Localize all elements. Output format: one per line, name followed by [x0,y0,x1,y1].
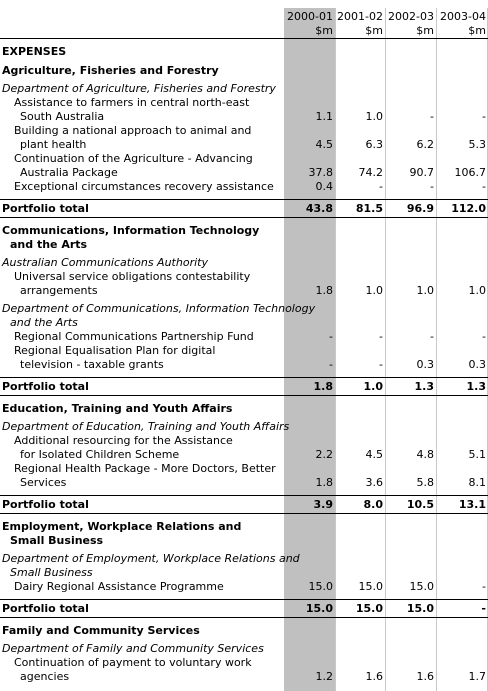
total-rule [0,377,488,378]
total-rule [0,395,488,396]
department-row [0,316,488,330]
table-row [0,670,488,684]
row-label: agencies [20,670,70,683]
row-label: Department of Education, Training and Youth Affairs [2,420,290,433]
cell-value: 1.0 [365,284,383,297]
row-label: television - taxable grants [20,358,164,371]
cell-value: - [482,330,486,343]
cell-value: 37.8 [308,166,333,179]
department-row [0,642,488,656]
portfolio-total-row [0,202,488,216]
cell-value: 1.8 [313,380,333,393]
section-heading-row [0,624,488,638]
table-row [0,330,488,344]
row-label: Australia Package [20,166,118,179]
section-heading-row [0,64,488,78]
row-label: Department of Employment, Workplace Relations and [2,552,300,565]
row-label: Dairy Regional Assistance Programme [14,580,224,593]
cell-value: 106.7 [454,166,486,179]
table-row [0,476,488,490]
cell-value: 1.0 [416,284,434,297]
row-label: Department of Agriculture, Fisheries and Forestry [2,82,276,95]
cell-value: 15.0 [308,580,333,593]
table-row [0,344,488,358]
row-label: Continuation of payment to voluntary work [14,656,252,669]
cell-value: - [329,330,333,343]
cell-value: 112.0 [451,202,486,215]
row-label: Employment, Workplace Relations and [2,520,242,533]
table-row [0,124,488,138]
row-label: Family and Community Services [2,624,200,637]
cell-value: 4.5 [365,448,383,461]
section-heading-row [0,520,488,534]
cell-value: 1.6 [365,670,383,683]
column-year: 2000-01 [287,10,333,23]
row-label: South Australia [20,110,105,123]
table-row [0,358,488,372]
table-row [0,166,488,180]
cell-value: 43.8 [305,202,333,215]
row-label: plant health [20,138,87,151]
section-heading-row [0,534,488,548]
column-unit: $m [416,24,434,37]
row-label: Additional resourcing for the Assistance [14,434,233,447]
cell-value: 0.3 [416,358,434,371]
cell-value: 15.0 [409,580,434,593]
column-unit: $m [315,24,333,37]
cell-value: 1.2 [315,670,333,683]
row-label: Small Business [10,566,93,579]
cell-value: 15.0 [305,602,333,615]
cell-value: 13.1 [458,498,486,511]
cell-value: 96.9 [406,202,434,215]
row-label: and the Arts [10,316,78,329]
table-row [0,270,488,284]
section-heading-row [0,402,488,416]
table-row [0,656,488,670]
cell-value: 5.3 [468,138,486,151]
row-label: and the Arts [10,238,88,251]
row-label: Department of Family and Community Services [2,642,264,655]
row-label: Portfolio total [2,202,89,215]
table-row [0,448,488,462]
cell-value: 1.7 [468,670,486,683]
table-row [0,96,488,110]
cell-value: 15.0 [358,580,383,593]
table-row [0,152,488,166]
row-label: arrangements [20,284,98,297]
header-rule [0,38,488,39]
row-label: for Isolated Children Scheme [20,448,180,461]
cell-value: 3.9 [313,498,333,511]
total-rule [0,513,488,514]
row-label: Regional Equalisation Plan for digital [14,344,216,357]
table-row [0,462,488,476]
cell-value: - [482,110,486,123]
portfolio-total-row [0,498,488,512]
total-rule [0,617,488,618]
table-row [0,284,488,298]
row-label: Portfolio total [2,380,89,393]
cell-value: 1.8 [315,476,333,489]
cell-value: - [379,330,383,343]
cell-value: 81.5 [355,202,383,215]
cell-value: 5.1 [468,448,486,461]
department-row [0,256,488,270]
cell-value: - [481,602,486,615]
header-unit-row [0,24,488,38]
row-label: Portfolio total [2,602,89,615]
portfolio-total-row [0,602,488,616]
row-label: Communications, Information Technology [2,224,260,237]
row-label: Education, Training and Youth Affairs [2,402,233,415]
total-rule [0,495,488,496]
cell-value: 1.3 [414,380,434,393]
cell-value: 74.2 [358,166,383,179]
cell-value: - [482,580,486,593]
cell-value: - [379,358,383,371]
row-label: Continuation of the Agriculture - Advancing [14,152,253,165]
cell-value: 0.3 [468,358,486,371]
table-row [0,180,488,194]
table-row [0,138,488,152]
section-heading-row [0,238,488,252]
department-row [0,566,488,580]
row-label: Agriculture, Fisheries and Forestry [2,64,219,77]
cell-value: 4.5 [315,138,333,151]
cell-value: - [329,358,333,371]
section-heading-row [0,224,488,238]
row-label: Exceptional circumstances recovery assistance [14,180,274,193]
cell-value: 10.5 [406,498,434,511]
cell-value: 6.3 [365,138,383,151]
table-row [0,434,488,448]
total-rule [0,599,488,600]
cell-value: 6.2 [416,138,434,151]
department-row [0,302,488,316]
row-label: Portfolio total [2,498,89,511]
row-label: Services [20,476,67,489]
column-year: 2002-03 [388,10,434,23]
cell-value: 1.1 [315,110,333,123]
row-label: Australian Communications Authority [2,256,208,269]
cell-value: 2.2 [315,448,333,461]
cell-value: 5.8 [416,476,434,489]
cell-value: 8.1 [468,476,486,489]
cell-value: 90.7 [409,166,434,179]
row-label: Universal service obligations contestability [14,270,251,283]
section-heading-row [0,45,488,59]
column-year: 2001-02 [337,10,383,23]
cell-value: 1.0 [468,284,486,297]
cell-value: 15.0 [406,602,434,615]
department-row [0,82,488,96]
cell-value: 15.0 [355,602,383,615]
column-year: 2003-04 [440,10,486,23]
column-unit: $m [468,24,486,37]
header-year-row [0,10,488,24]
cell-value: - [430,330,434,343]
department-row [0,552,488,566]
row-label: Assistance to farmers in central north-east [14,96,250,109]
cell-value: - [482,180,486,193]
row-label: EXPENSES [2,45,67,58]
row-label: Regional Health Package - More Doctors, Better [14,462,276,475]
cell-value: - [430,110,434,123]
cell-value: 4.8 [416,448,434,461]
cell-value: 1.6 [416,670,434,683]
cell-value: 1.8 [315,284,333,297]
cell-value: 1.0 [363,380,383,393]
cell-value: 1.0 [365,110,383,123]
total-rule [0,199,488,200]
cell-value: - [430,180,434,193]
cell-value: 1.3 [466,380,486,393]
table-row [0,110,488,124]
total-rule [0,217,488,218]
row-label: Department of Communications, Information Technology [2,302,316,315]
row-label: Regional Communications Partnership Fund [14,330,254,343]
cell-value: 3.6 [365,476,383,489]
table-row [0,580,488,594]
cell-value: - [379,180,383,193]
cell-value: 0.4 [315,180,333,193]
portfolio-total-row [0,380,488,394]
department-row [0,420,488,434]
row-label: Building a national approach to animal and [14,124,252,137]
row-label: Small Business [10,534,104,547]
cell-value: 8.0 [363,498,383,511]
column-unit: $m [365,24,383,37]
